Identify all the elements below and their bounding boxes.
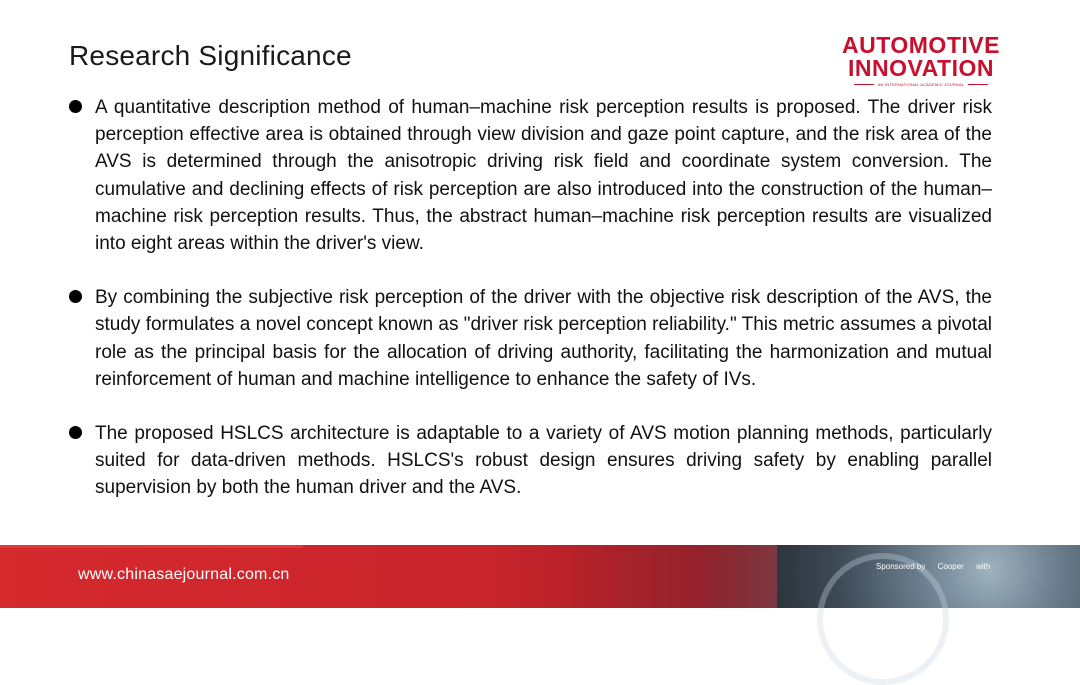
bullet-text: The proposed HSLCS architecture is adaptable to a variety of AVS motion planning methods, particularly suited for data-driven methods. HSLCS's robust design ensures driving safety by enabling parallel supervision by both the human driver and the AVS.: [95, 423, 992, 499]
bullet-text: A quantitative description method of human–machine risk perception results is proposed. The driver risk perception effective area is obtained through view division and gaze point capture, and the risk area of the AVS is determined through the anisotropic driving risk field and coordinate system conversion. The cumulative and declining effects of risk perception are also introduced into the construction of the human–machine risk perception results. Thus, the abstract human–machine risk perception results are visualized into eight areas within the driver's view.: [95, 97, 992, 255]
sponsor-name: Cooper: [937, 562, 964, 571]
logo-tagline: AN INTERNATIONAL ACADEMIC JOURNAL: [877, 82, 965, 87]
logo-line-2: INNOVATION: [848, 55, 994, 81]
bullet-item: [69, 284, 992, 393]
footer-url-link[interactable]: www.chinasaejournal.com.cn: [78, 566, 290, 583]
bullet-text: By combining the subjective risk perception of the driver with the objective risk description of the AVS, the study formulates a novel concept known as "driver risk perception reliability." This metric assumes a pivotal role as the principal basis for the allocation of driving authority, facilitating the harmonization and mutual reinforcement of human and machine intelligence to enhance the safety of IVs.: [95, 287, 992, 390]
bullet-dot-icon: [69, 100, 82, 113]
sponsor-with: with: [976, 562, 991, 571]
footer-accent-line: [0, 545, 303, 548]
footer-banner: [0, 545, 1080, 608]
slide-title: Research Significance: [69, 40, 352, 71]
footer-background-image: [777, 545, 1080, 608]
sponsor-text: [876, 562, 1000, 571]
bullet-dot-icon: [69, 426, 82, 439]
journal-logo: [838, 34, 1004, 86]
bullet-list: [69, 94, 992, 529]
bullet-item: [69, 420, 992, 502]
sponsor-label: Sponsored by: [876, 562, 926, 571]
logo-rule-right: [968, 84, 988, 85]
bullet-dot-icon: [69, 290, 82, 303]
logo-tagline-row: [838, 82, 1004, 87]
bullet-item: [69, 94, 992, 257]
logo-line-1: AUTOMOTIVE: [842, 32, 1000, 58]
logo-rule-left: [854, 84, 874, 85]
